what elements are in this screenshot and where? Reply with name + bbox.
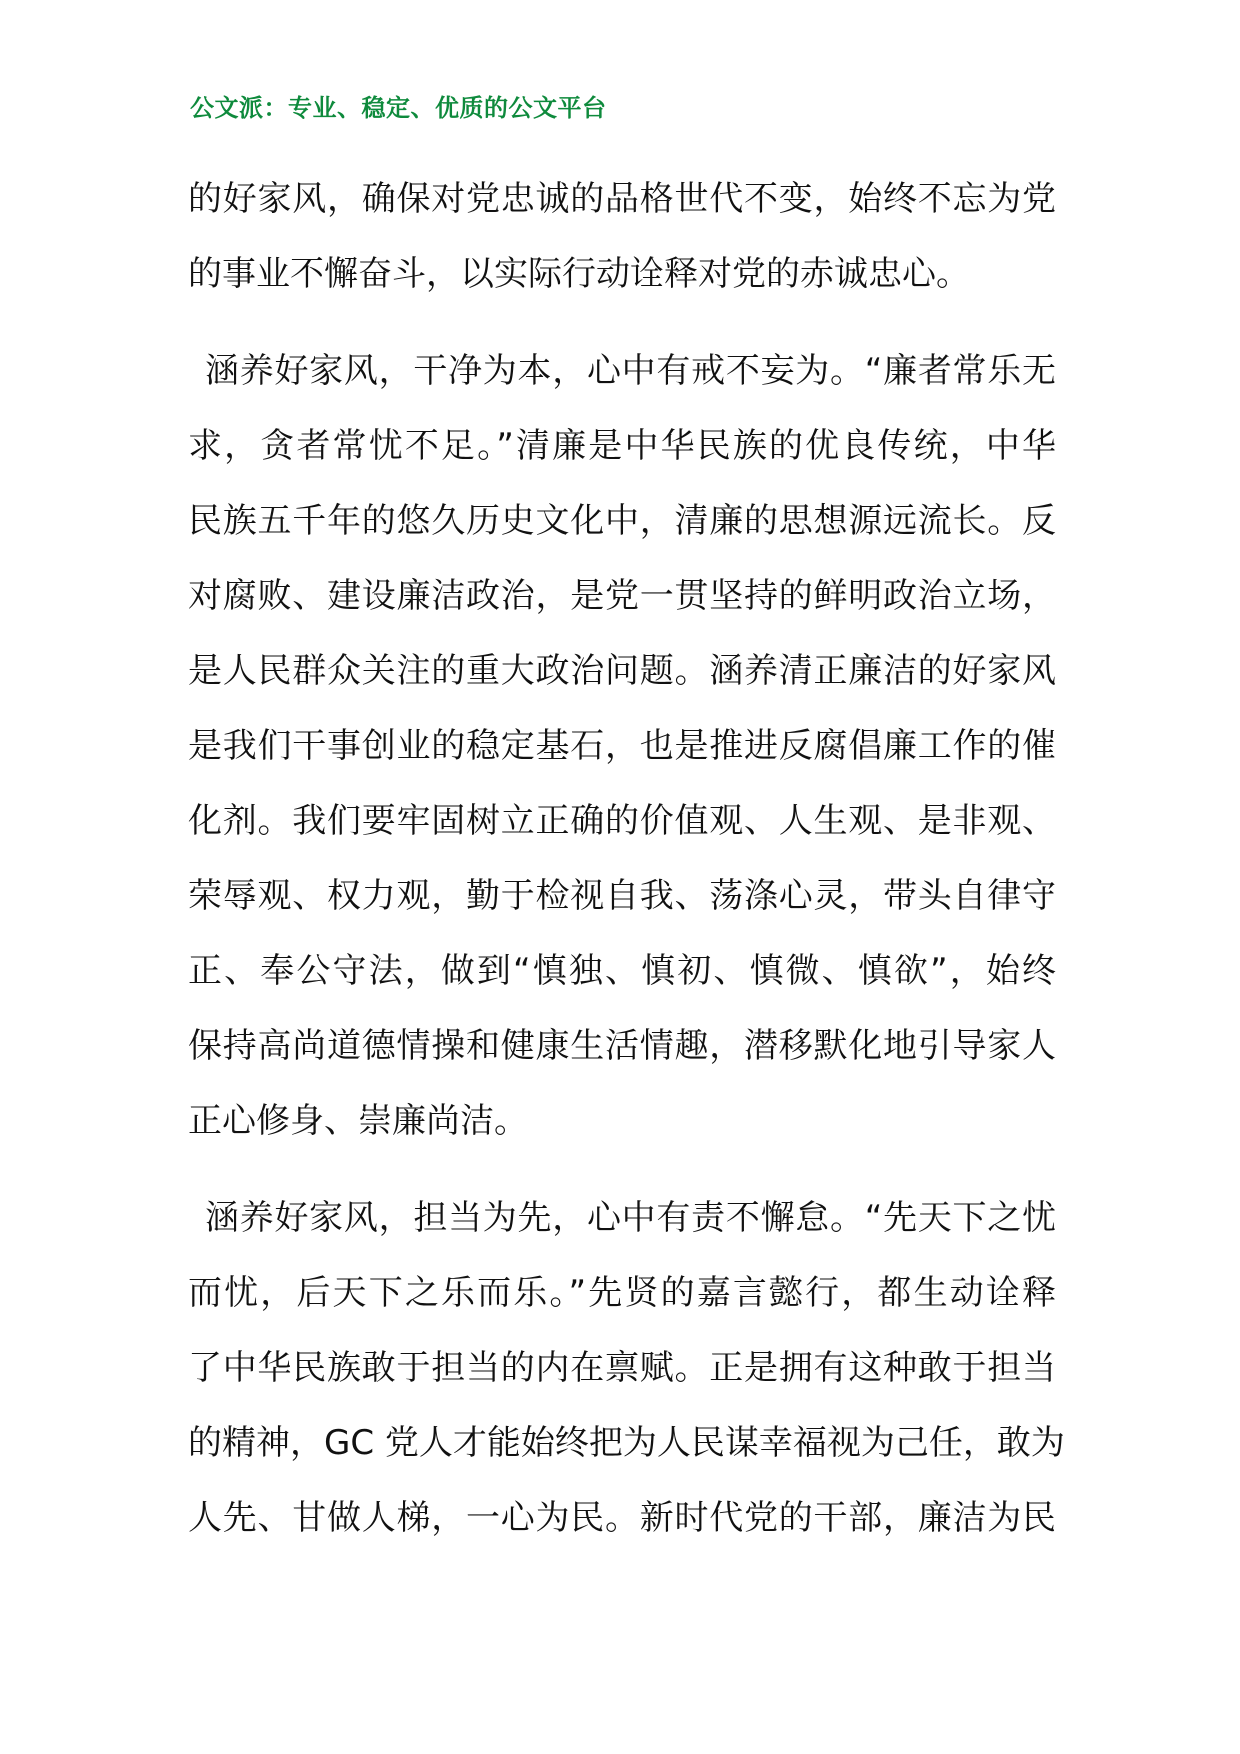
text-line: 对腐败、建设廉洁政治，是党一贯坚持的鲜明政治立场， xyxy=(188,576,1056,616)
text-line: 民族五千年的悠久历史文化中，清廉的思想源远流长。反 xyxy=(188,501,1056,541)
page-header: 公文派：专业、稳定、优质的公文平台 xyxy=(190,93,607,122)
text-line: 的精神，GC 党人才能始终把为人民谋幸福视为己任，敢为 xyxy=(188,1423,1065,1463)
paragraph-2 xyxy=(188,334,1056,1159)
text-line: 人先、甘做人梯，一心为民。新时代党的干部，廉洁为民 xyxy=(188,1498,1056,1538)
text-line: 的好家风，确保对党忠诚的品格世代不变，始终不忘为党 xyxy=(188,179,1056,219)
text-line: 保持高尚道德情操和健康生活情趣，潜移默化地引导家人 xyxy=(188,1026,1056,1066)
text-line: 化剂。我们要牢固树立正确的价值观、人生观、是非观、 xyxy=(188,801,1056,841)
text-line: 的事业不懈奋斗，以实际行动诠释对党的赤诚忠心。 xyxy=(188,254,970,294)
text-line: 荣辱观、权力观，勤于检视自我、荡涤心灵，带头自律守 xyxy=(188,876,1056,916)
text-line: 正、奉公守法，做到“慎独、慎初、慎微、慎欲”，始终 xyxy=(188,951,1056,991)
text-line: 求，贪者常忧不足。”清廉是中华民族的优良传统，中华 xyxy=(188,426,1056,466)
text-line: 涵养好家风，担当为先，心中有责不懈怠。“先天下之忧 xyxy=(205,1198,1056,1238)
text-line: 了中华民族敢于担当的内在禀赋。正是拥有这种敢于担当 xyxy=(188,1348,1056,1388)
paragraph-1 xyxy=(188,162,1056,312)
text-line: 是人民群众关注的重大政治问题。涵养清正廉洁的好家风 xyxy=(188,651,1056,691)
text-line: 是我们干事创业的稳定基石，也是推进反腐倡廉工作的催 xyxy=(188,726,1056,766)
text-line: 涵养好家风，干净为本，心中有戒不妄为。“廉者常乐无 xyxy=(205,351,1056,391)
text-line: 而忧，后天下之乐而乐。”先贤的嘉言懿行，都生动诠释 xyxy=(188,1273,1056,1313)
text-line: 正心修身、崇廉尚洁。 xyxy=(188,1101,528,1141)
paragraph-3 xyxy=(188,1181,1065,1556)
document-body xyxy=(188,162,1065,1578)
